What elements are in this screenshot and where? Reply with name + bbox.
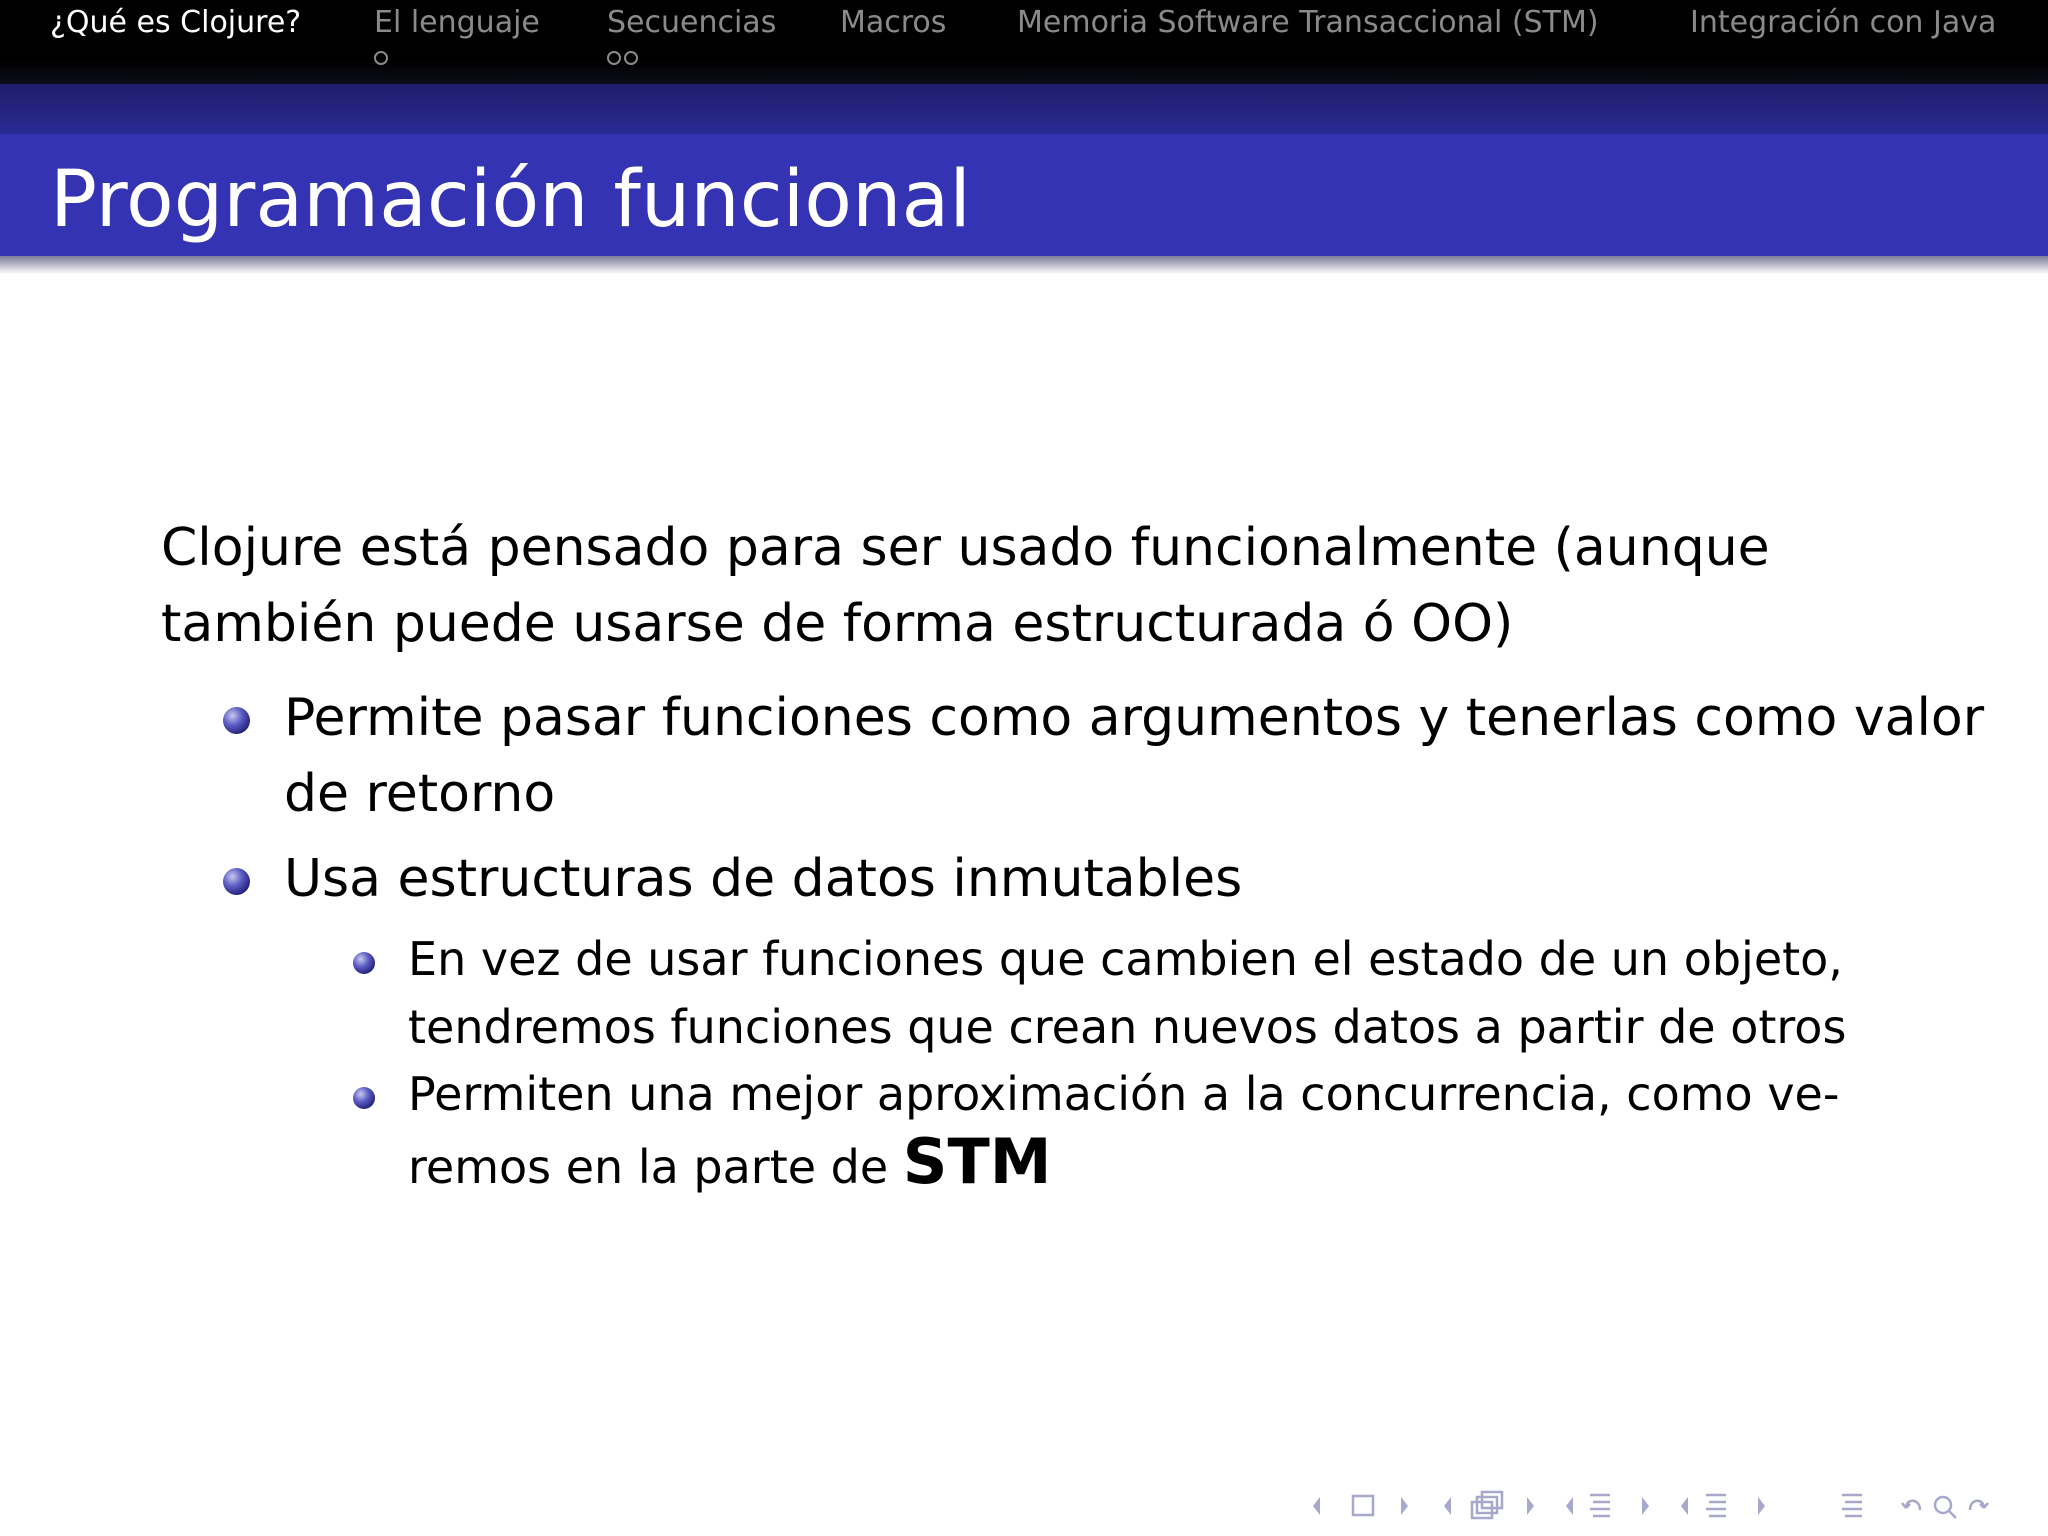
- nav-section-label: Secuencias: [607, 5, 777, 40]
- beamer-navigation-symbols: [1310, 1486, 2030, 1526]
- sub-item-2-text: remos en la parte de: [408, 1140, 903, 1194]
- next-icon[interactable]: [1401, 1497, 1408, 1515]
- bullet-ball-icon: [223, 868, 250, 895]
- frame-icon[interactable]: [1472, 1492, 1502, 1518]
- nav-section-stm[interactable]: [1017, 4, 1599, 42]
- section-prev-icon[interactable]: [1681, 1497, 1688, 1515]
- intro-text-line-1: Clojure está pensado para ser usado funcionalmente (aunque: [161, 518, 1770, 578]
- nav-section-label: Integración con Java: [1690, 5, 1997, 40]
- sub-item-2-line-1: Permiten una mejor aproximación a la concurrencia, como ve-: [408, 1067, 1840, 1121]
- sub-bullet-ball-icon: [353, 1087, 375, 1109]
- back-icon[interactable]: [1902, 1501, 1920, 1510]
- section-navigation-bar: [0, 0, 2048, 84]
- list-item-1-line-1: Permite pasar funciones como argumentos y tenerlas como valor: [284, 688, 1985, 748]
- subsection-dots: [607, 50, 641, 70]
- frame-dot[interactable]: [374, 51, 388, 65]
- forward-icon[interactable]: [1970, 1501, 1988, 1510]
- subsection-next-icon[interactable]: [1642, 1497, 1649, 1515]
- bullet-ball-icon: [223, 707, 250, 734]
- subsection-dots: [374, 50, 391, 70]
- list-item-2-line-1: Usa estructuras de datos inmutables: [284, 849, 1243, 909]
- intro-text-line-2: también puede usarse de forma estructurada ó OO): [161, 594, 1514, 654]
- nav-section-que-es-clojure[interactable]: [50, 4, 301, 42]
- search-icon[interactable]: [1935, 1497, 1956, 1518]
- nav-section-label: El lenguaje: [374, 5, 540, 40]
- slide-icon[interactable]: [1353, 1496, 1373, 1515]
- nav-section-el-lenguaje[interactable]: [374, 4, 540, 42]
- list-item-1-line-2: de retorno: [284, 764, 556, 824]
- nav-section-integracion-java[interactable]: [1690, 4, 1996, 42]
- frame-prev-icon[interactable]: [1444, 1497, 1451, 1515]
- nav-section-secuencias[interactable]: [607, 4, 776, 42]
- section-next-icon[interactable]: [1758, 1497, 1765, 1515]
- prev-icon[interactable]: [1313, 1497, 1320, 1515]
- nav-section-label: Macros: [840, 5, 947, 40]
- document-icon[interactable]: [1842, 1495, 1862, 1516]
- subsection-band: [0, 84, 2048, 134]
- sub-item-1-line-2: tendremos funciones que crean nuevos datos a partir de otros: [408, 1000, 1847, 1054]
- title-bar-shadow: [0, 256, 2048, 274]
- section-icon[interactable]: [1706, 1495, 1726, 1516]
- sub-bullet-ball-icon: [353, 952, 375, 974]
- subsection-prev-icon[interactable]: [1566, 1497, 1573, 1515]
- frame-next-icon[interactable]: [1527, 1497, 1534, 1515]
- nav-section-macros[interactable]: [840, 4, 946, 42]
- sub-item-2-line-2: [408, 1125, 1052, 1201]
- nav-section-label: ¿Qué es Clojure?: [50, 5, 302, 40]
- frame-title: Programación funcional: [50, 155, 971, 245]
- frame-dot[interactable]: [607, 51, 621, 65]
- subsection-icon[interactable]: [1590, 1495, 1610, 1516]
- nav-section-label: Memoria Software Transaccional (STM): [1017, 5, 1599, 40]
- sub-item-1-line-1: En vez de usar funciones que cambien el estado de un objeto,: [408, 932, 1843, 986]
- stm-emphasis: STM: [902, 1125, 1052, 1198]
- frame-dot[interactable]: [624, 51, 638, 65]
